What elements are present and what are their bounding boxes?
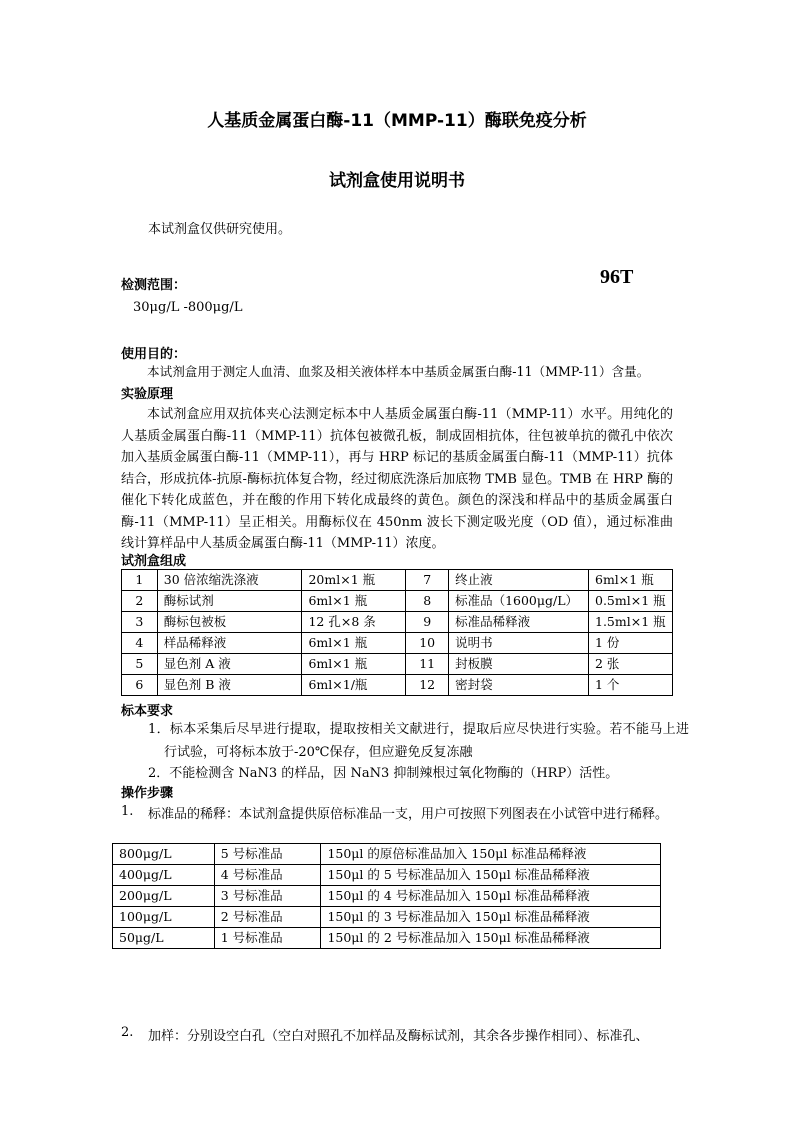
table-cell: 50μg/L	[113, 928, 215, 949]
table-cell: 3 号标准品	[214, 886, 321, 907]
table-cell: 8	[406, 591, 449, 612]
purpose-text: 本试剂盒用于测定人血清、血浆及相关液体样本中基质金属蛋白酶-11（MMP-11）含量。	[147, 364, 650, 379]
kit-size: 96T	[600, 266, 634, 288]
kit-components-table	[121, 569, 673, 696]
table-cell: 2 号标准品	[214, 907, 321, 928]
table-cell: 3	[122, 612, 158, 633]
table-cell: 30 倍浓缩洗涤液	[157, 570, 302, 591]
table-cell: 7	[406, 570, 449, 591]
range-heading: 检测范围：	[121, 278, 187, 293]
table-cell: 样品稀释液	[157, 633, 302, 654]
table-row	[122, 612, 673, 633]
table-cell: 1.5ml×1 瓶	[589, 612, 673, 633]
table-cell: 1	[122, 570, 158, 591]
step2-text: 加样：分别设空白孔（空白对照孔不加样品及酶标试剂，其余各步操作相同）、标准孔、	[148, 1029, 649, 1044]
table-cell: 10	[406, 633, 449, 654]
kit-heading: 试剂盒组成	[121, 554, 187, 569]
table-cell: 12	[406, 675, 449, 696]
document-subtitle: 试剂盒使用说明书	[329, 171, 465, 191]
table-cell: 封板膜	[449, 654, 589, 675]
table-cell: 150μl 的 3 号标准品加入 150μl 标准品稀释液	[321, 907, 661, 928]
table-cell: 4	[122, 633, 158, 654]
table-cell: 5	[122, 654, 158, 675]
table-cell: 400μg/L	[113, 865, 215, 886]
step1-text: 标准品的稀释：本试剂盒提供原倍标准品一支，用户可按照下列图表在小试管中进行稀释。	[148, 807, 669, 822]
table-cell: 6ml×1 瓶	[302, 654, 406, 675]
principle-heading: 实验原理	[121, 387, 174, 402]
standard-dilution-table	[112, 843, 661, 949]
procedure-heading: 操作步骤	[121, 786, 174, 801]
table-cell: 150μl 的原倍标准品加入 150μl 标准品稀释液	[321, 844, 661, 865]
table-cell: 标准品（1600μg/L）	[449, 591, 589, 612]
table-row	[122, 591, 673, 612]
table-row	[113, 886, 661, 907]
table-cell: 800μg/L	[113, 844, 215, 865]
specimen-item-1: 1．标本采集后尽早进行提取，提取按相关文献进行，提取后应尽快进行实验。若不能马上进行试验，可将标本放于-20℃保存，但应避免反复冻融	[148, 722, 689, 760]
table-cell: 5 号标准品	[214, 844, 321, 865]
table-cell: 酶标包被板	[157, 612, 302, 633]
table-cell: 2 张	[589, 654, 673, 675]
table-cell: 100μg/L	[113, 907, 215, 928]
table-cell: 2	[122, 591, 158, 612]
table-cell: 密封袋	[449, 675, 589, 696]
step2-number: 2.	[121, 1025, 134, 1040]
table-cell: 1 号标准品	[214, 928, 321, 949]
purpose-heading: 使用目的：	[121, 347, 187, 362]
table-cell: 12 孔×8 条	[302, 612, 406, 633]
table-cell: 11	[406, 654, 449, 675]
table-cell: 0.5ml×1 瓶	[589, 591, 673, 612]
table-cell: 6ml×1/瓶	[302, 675, 406, 696]
table-cell: 6	[122, 675, 158, 696]
table-cell: 6ml×1 瓶	[589, 570, 673, 591]
table-cell: 6ml×1 瓶	[302, 633, 406, 654]
table-cell: 200μg/L	[113, 886, 215, 907]
principle-text: 本试剂盒应用双抗体夹心法测定标本中人基质金属蛋白酶-11（MMP-11）水平。用纯化的人基质金属蛋白酶-11（MMP-11）抗体包被微孔板，制成固相抗体，往包被单抗的微孔中依次加入基质金属蛋白酶-11（MMP-11），再与 HRP 标记的基质金属蛋白酶-11（MMP-11）抗体结合，形成抗体-抗原-酶标抗体复合物，经过彻底洗涤后加底物 TMB 显色。TMB 在 HRP 酶的催化下转化成蓝色，并在酸的作用下转化成最终的黄色。颜色的深浅和样品中的基质金属蛋白酶-11（MMP-11）呈正相关。用酶标仪在 450nm 波长下测定吸光度（OD 值），通过标准曲线计算样品中人基质金属蛋白酶-11（MMP-11）浓度。	[121, 407, 673, 551]
step1-number: 1.	[121, 804, 134, 819]
table-row	[113, 907, 661, 928]
table-row	[122, 570, 673, 591]
table-cell: 4 号标准品	[214, 865, 321, 886]
table-row	[122, 633, 673, 654]
table-cell: 150μl 的 2 号标准品加入 150μl 标准品稀释液	[321, 928, 661, 949]
range-value: 30μg/L -800μg/L	[133, 300, 243, 315]
table-cell: 1 个	[589, 675, 673, 696]
table-row	[113, 844, 661, 865]
table-cell: 150μl 的 4 号标准品加入 150μl 标准品稀释液	[321, 886, 661, 907]
document-title: 人基质金属蛋白酶-11（MMP-11）酶联免疫分析	[207, 111, 587, 131]
specimen-item-2: 2．不能检测含 NaN3 的样品，因 NaN3 抑制辣根过氧化物酶的（HRP）活性。	[148, 766, 619, 781]
table-cell: 1 份	[589, 633, 673, 654]
table-cell: 6ml×1 瓶	[302, 591, 406, 612]
table-cell: 显色剂 B 液	[157, 675, 302, 696]
table-cell: 150μl 的 5 号标准品加入 150μl 标准品稀释液	[321, 865, 661, 886]
table-cell: 说明书	[449, 633, 589, 654]
table-row	[122, 675, 673, 696]
table-cell: 20ml×1 瓶	[302, 570, 406, 591]
notice-text: 本试剂盒仅供研究使用。	[148, 222, 292, 237]
table-cell: 酶标试剂	[157, 591, 302, 612]
table-cell: 显色剂 A 液	[157, 654, 302, 675]
table-row	[113, 865, 661, 886]
table-row	[113, 928, 661, 949]
specimen-heading: 标本要求	[121, 704, 174, 719]
table-cell: 9	[406, 612, 449, 633]
table-cell: 标准品稀释液	[449, 612, 589, 633]
table-cell: 终止液	[449, 570, 589, 591]
table-row	[122, 654, 673, 675]
